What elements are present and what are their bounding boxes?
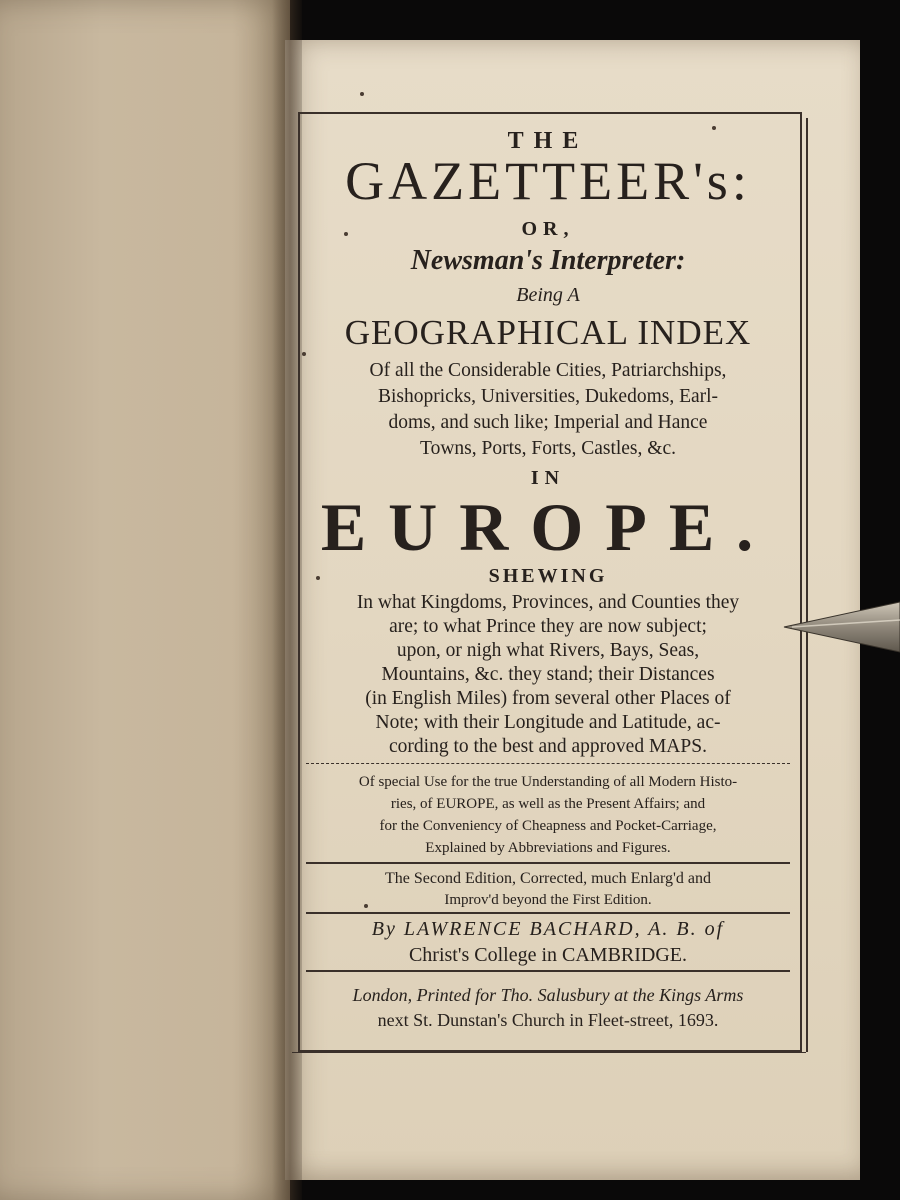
border-rule-right — [806, 118, 808, 1052]
author-line: By LAWRENCE BACHARD, A. B. of — [371, 918, 725, 940]
bookmark-blade — [782, 600, 900, 654]
divider-rule — [306, 970, 790, 972]
edition-line: The Second Edition, Corrected, much Enlarg'd and — [384, 870, 712, 887]
shewing-desc-line: Mountains, &c. they stand; their Distances — [381, 664, 715, 685]
foxing-speck — [302, 352, 306, 356]
shewing-desc-line: In what Kingdoms, Provinces, and Counties they — [356, 592, 740, 613]
title-or: OR, — [521, 218, 575, 240]
index-desc-line: Of all the Considerable Cities, Patriarchships, — [369, 360, 727, 381]
index-desc-line: Towns, Ports, Forts, Castles, &c. — [420, 438, 676, 459]
imprint-line: London, Printed for Tho. Salusbury at the Kings Arms — [352, 985, 744, 1005]
europe-heading: EUROPE. — [320, 489, 776, 565]
shewing-heading: SHEWING — [488, 565, 608, 587]
geographical-index-heading: GEOGRAPHICAL INDEX — [344, 313, 752, 352]
subtitle-newsman: Newsman's Interpreter: — [410, 245, 686, 276]
being-a: Being A — [516, 284, 580, 306]
purpose-line: for the Conveniency of Cheapness and Pocket-Carriage, — [379, 818, 717, 834]
edition-line: Improv'd beyond the First Edition. — [444, 892, 652, 908]
purpose-line: Of special Use for the true Understanding of all Modern Histo- — [358, 774, 738, 790]
in-label: IN — [530, 467, 566, 489]
imprint-line: next St. Dunstan's Church in Fleet-street, 1693. — [377, 1010, 719, 1030]
divider-rule — [306, 763, 790, 764]
foxing-speck — [712, 126, 716, 130]
shewing-desc-line: are; to what Prince they are now subject; — [389, 616, 707, 637]
foxing-speck — [344, 232, 348, 236]
title-gazetteer: GAZETTEER's: — [345, 151, 751, 211]
index-desc-line: doms, and such like; Imperial and Hance — [388, 412, 708, 433]
purpose-line: ries, of EUROPE, as well as the Present Affairs; and — [390, 796, 706, 812]
foxing-speck — [364, 904, 368, 908]
foxing-speck — [316, 576, 320, 580]
border-rule-bottom — [292, 1052, 806, 1053]
divider-rule — [306, 862, 790, 864]
foxing-speck — [360, 92, 364, 96]
index-desc-line: Bishopricks, Universities, Dukedoms, Earl- — [377, 386, 719, 407]
shewing-desc-line: (in English Miles) from several other Places of — [365, 688, 731, 709]
title-the: THE — [507, 128, 589, 154]
left-endpaper — [0, 0, 290, 1200]
divider-rule — [306, 912, 790, 914]
shewing-desc-line: upon, or nigh what Rivers, Bays, Seas, — [396, 640, 700, 661]
shewing-desc-line: Note; with their Longitude and Latitude, ac- — [375, 712, 721, 733]
author-college: Christ's College in CAMBRIDGE. — [408, 944, 688, 966]
purpose-line: Explained by Abbreviations and Figures. — [425, 840, 671, 856]
shewing-desc-line: cording to the best and approved MAPS. — [389, 736, 707, 757]
